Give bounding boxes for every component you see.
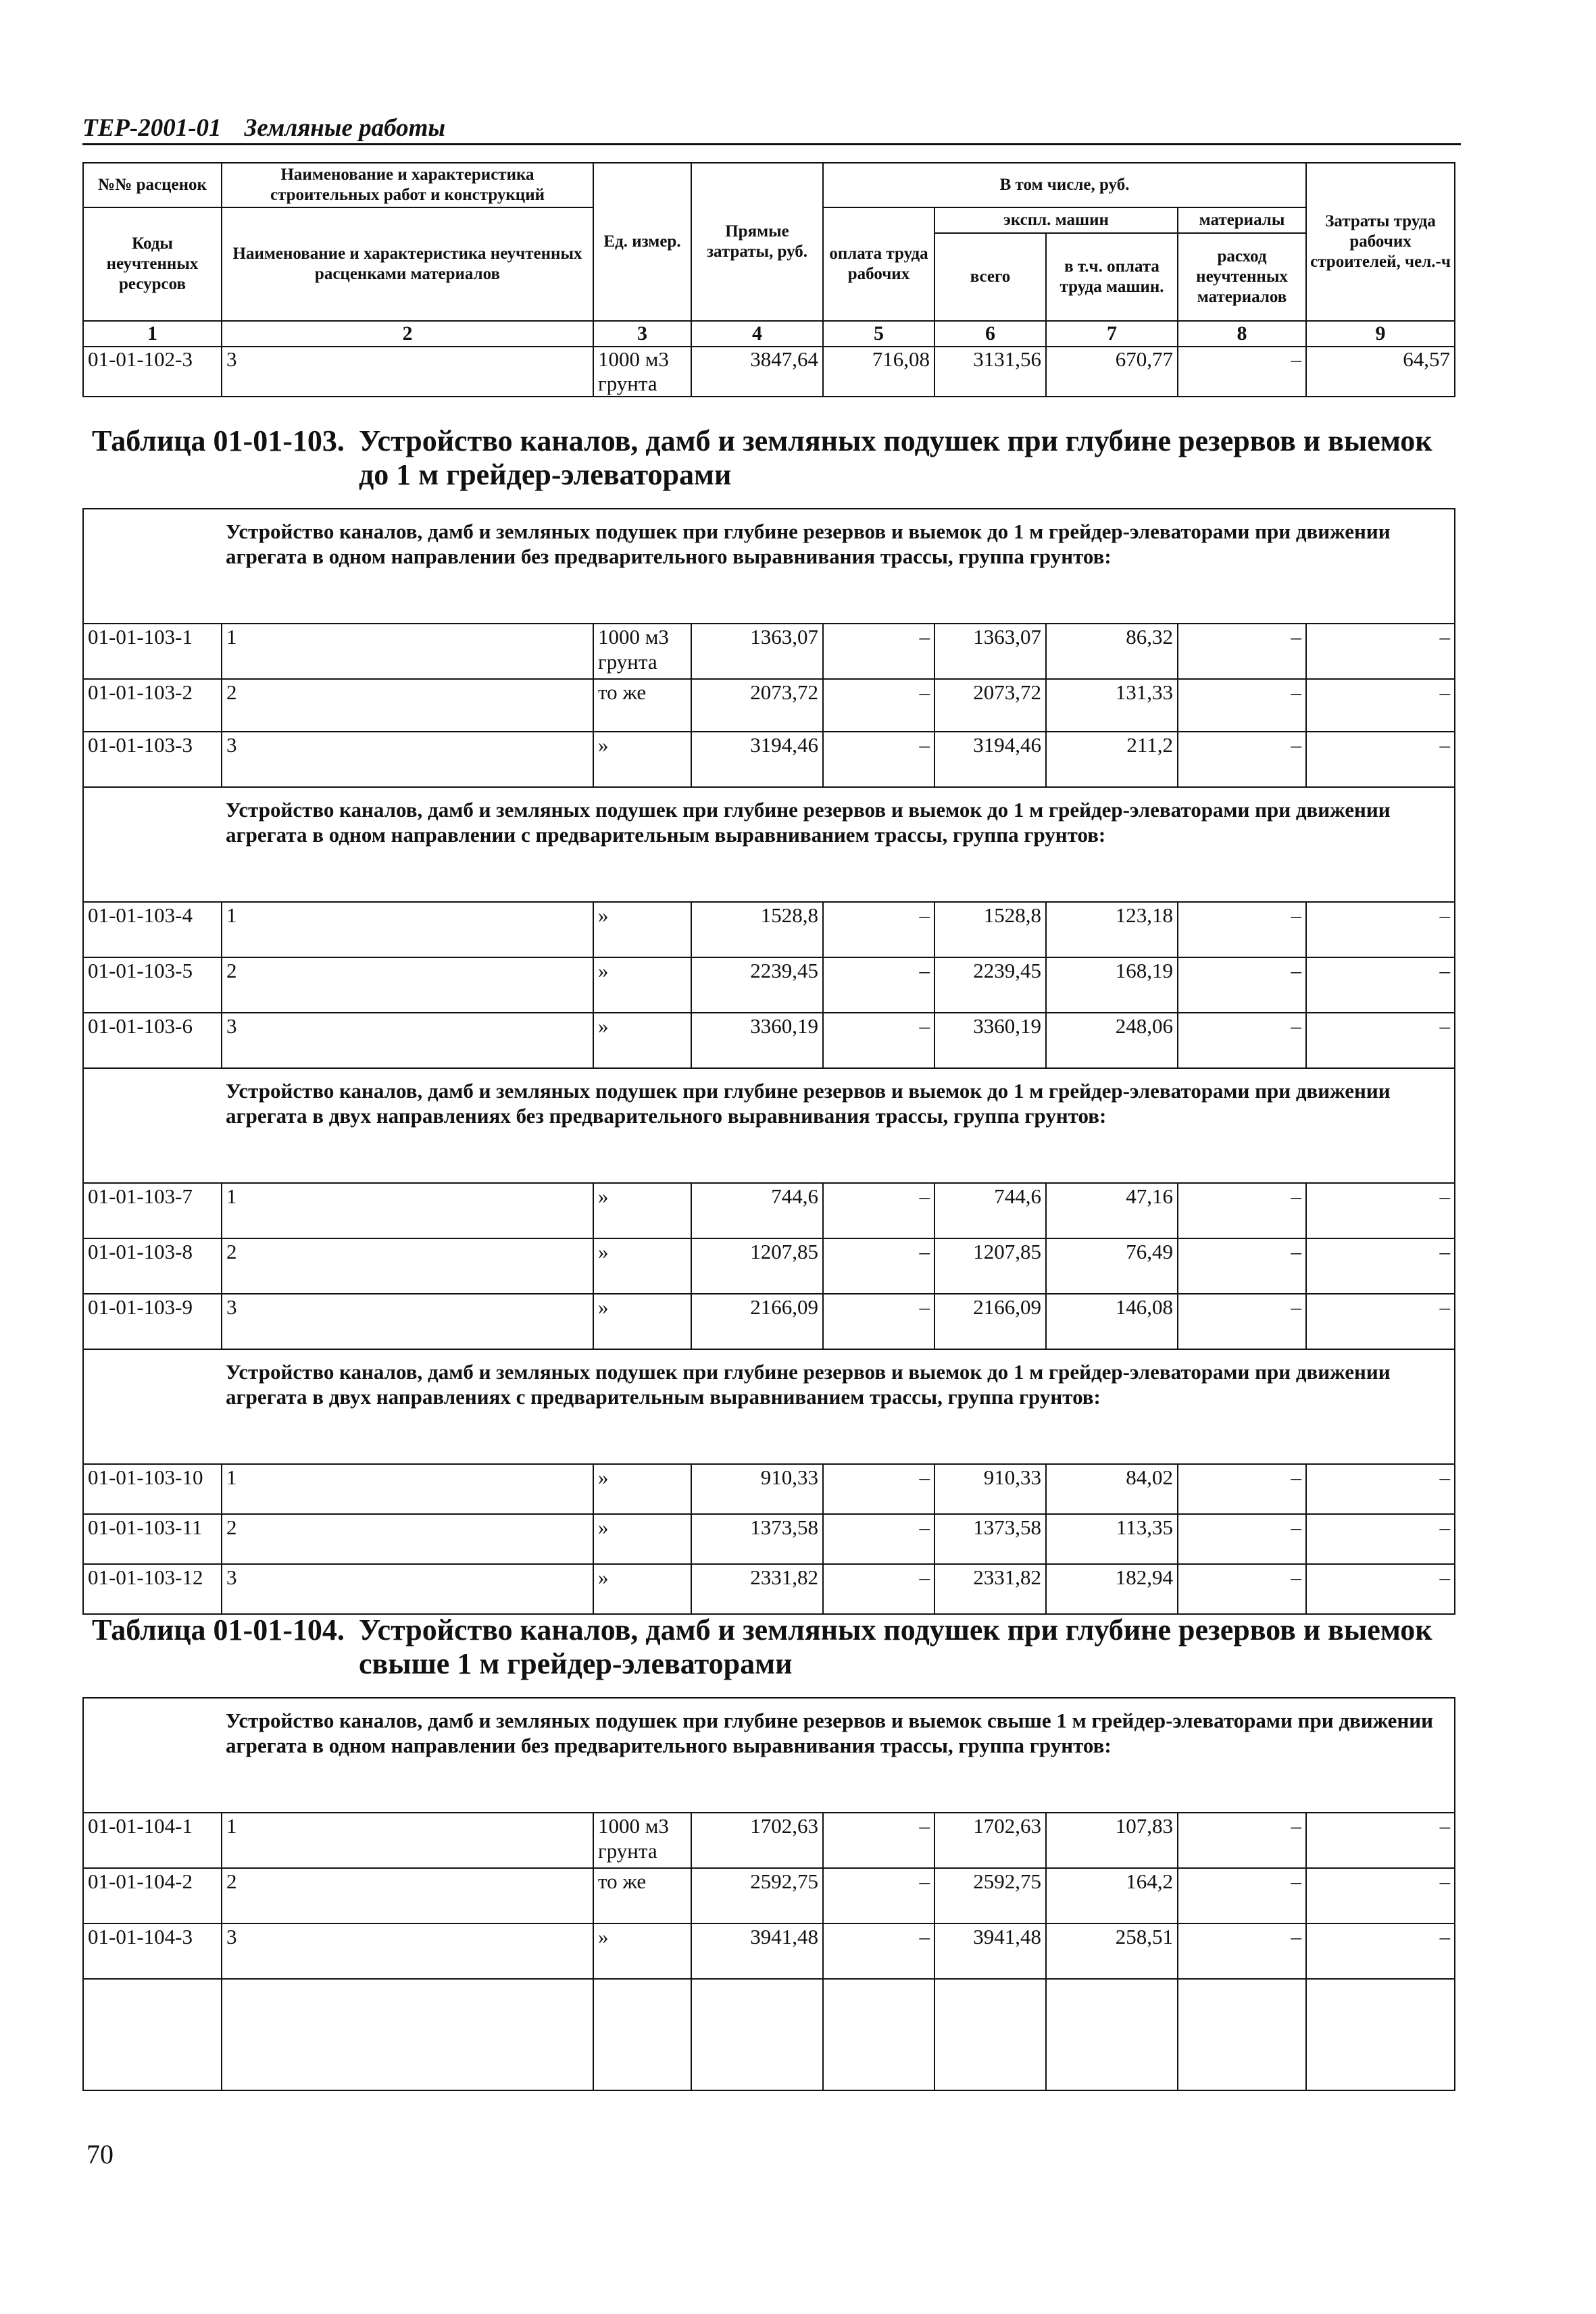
- machine-cost: 1207,85: [934, 1238, 1046, 1294]
- worker-pay: –: [823, 1514, 934, 1564]
- column-header-table: [82, 162, 1455, 397]
- direct-cost: 2239,45: [691, 957, 823, 1013]
- table-row: [83, 1013, 1455, 1068]
- worker-pay: 716,08: [823, 347, 934, 397]
- table-row: [83, 1294, 1455, 1349]
- rate-unit: 1000 м3 грунта: [593, 1813, 691, 1868]
- empty-cell: [1178, 1979, 1306, 2090]
- table-104-title-line1: Устройство каналов, дамб и земляных подушек при глубине резервов и выемок: [359, 1613, 1432, 1646]
- machinist-pay: 123,18: [1046, 902, 1178, 957]
- machine-cost: 2073,72: [934, 679, 1046, 732]
- direct-cost: 2592,75: [691, 1868, 823, 1923]
- header-rule: [82, 143, 1461, 145]
- column-numbers-row: [83, 321, 1455, 347]
- running-head: [82, 114, 1461, 143]
- machine-cost: 1528,8: [934, 902, 1046, 957]
- rate-code: 01-01-103-2: [83, 679, 222, 732]
- machinist-pay: 258,51: [1046, 1923, 1178, 1979]
- table-104-title: [92, 1613, 1457, 1681]
- table-row: [83, 624, 1455, 679]
- machinist-pay: 182,94: [1046, 1564, 1178, 1614]
- worker-pay: –: [823, 1294, 934, 1349]
- table-row: [83, 957, 1455, 1013]
- header-material-description: Наименование и характеристика неучтенных расценками материалов: [222, 207, 593, 321]
- header-machines-total: всего: [934, 233, 1046, 321]
- header-including: В том числе, руб.: [823, 163, 1306, 207]
- rate-name: 1: [222, 1183, 593, 1238]
- table-103-title: [92, 424, 1457, 492]
- rate-unit: »: [593, 1464, 691, 1514]
- material-cost: –: [1178, 1923, 1306, 1979]
- worker-pay: –: [823, 1923, 934, 1979]
- rate-unit: »: [593, 732, 691, 787]
- rate-name: 3: [222, 732, 593, 787]
- labor-hours: –: [1306, 624, 1455, 679]
- rate-code: 01-01-103-1: [83, 624, 222, 679]
- section-header-row: [83, 1068, 1455, 1183]
- header-machine-operation: экспл. машин: [934, 207, 1178, 233]
- direct-cost: 3360,19: [691, 1013, 823, 1068]
- rate-name: 3: [222, 347, 593, 397]
- material-cost: –: [1178, 1514, 1306, 1564]
- direct-cost: 1207,85: [691, 1238, 823, 1294]
- table-103-label: Таблица 01-01-103.: [92, 424, 345, 457]
- section-header-row: [83, 1349, 1455, 1464]
- labor-hours: –: [1306, 1813, 1455, 1868]
- section-header-row: [83, 1698, 1455, 1813]
- machinist-pay: 248,06: [1046, 1013, 1178, 1068]
- rate-name: 3: [222, 1294, 593, 1349]
- material-cost: –: [1178, 902, 1306, 957]
- table-row: [83, 1868, 1455, 1923]
- machinist-pay: 168,19: [1046, 957, 1178, 1013]
- rate-unit: »: [593, 902, 691, 957]
- direct-cost: 1373,58: [691, 1514, 823, 1564]
- header-labor-hours: Затраты труда рабочих строителей, чел.-ч: [1306, 163, 1455, 321]
- machine-cost: 3941,48: [934, 1923, 1046, 1979]
- rate-unit: »: [593, 1294, 691, 1349]
- machine-cost: 3194,46: [934, 732, 1046, 787]
- table-row: [83, 679, 1455, 732]
- table-row: [83, 347, 1455, 397]
- empty-cell: [1046, 1979, 1178, 2090]
- header-unit: Ед. измер.: [593, 163, 691, 321]
- column-number: 4: [691, 321, 823, 347]
- rate-name: 1: [222, 624, 593, 679]
- rate-name: 2: [222, 1514, 593, 1564]
- machinist-pay: 84,02: [1046, 1464, 1178, 1514]
- machine-cost: 2592,75: [934, 1868, 1046, 1923]
- table-row: [83, 1923, 1455, 1979]
- material-cost: –: [1178, 1564, 1306, 1614]
- material-cost: –: [1178, 957, 1306, 1013]
- section-description: Устройство каналов, дамб и земляных подушек при глубине резервов и выемок до 1 м грейдер-элеваторами при движении агрегата в одном направлении с предварительным выравниванием трассы, группа грунтов:: [83, 787, 1455, 902]
- machinist-pay: 47,16: [1046, 1183, 1178, 1238]
- empty-cell: [222, 1979, 593, 2090]
- rate-unit: »: [593, 1183, 691, 1238]
- direct-cost: 910,33: [691, 1464, 823, 1514]
- empty-row: [83, 1979, 1455, 2090]
- rate-code: 01-01-103-12: [83, 1564, 222, 1614]
- worker-pay: –: [823, 1868, 934, 1923]
- rate-unit: »: [593, 957, 691, 1013]
- rate-name: 3: [222, 1564, 593, 1614]
- direct-cost: 2073,72: [691, 679, 823, 732]
- rate-unit: то же: [593, 1868, 691, 1923]
- rate-unit: 1000 м3 грунта: [593, 624, 691, 679]
- table-row: [83, 1183, 1455, 1238]
- section-description: Устройство каналов, дамб и земляных подушек при глубине резервов и выемок до 1 м грейдер-элеваторами при движении агрегата в двух направлениях с предварительным выравниванием трассы, группа грунтов:: [83, 1349, 1455, 1464]
- direct-cost: 744,6: [691, 1183, 823, 1238]
- table-row: [83, 732, 1455, 787]
- rate-unit: »: [593, 1013, 691, 1068]
- labor-hours: –: [1306, 1183, 1455, 1238]
- rate-code: 01-01-104-2: [83, 1868, 222, 1923]
- direct-cost: 1363,07: [691, 624, 823, 679]
- table-row: [83, 902, 1455, 957]
- rate-code: 01-01-103-11: [83, 1514, 222, 1564]
- machinist-pay: 113,35: [1046, 1514, 1178, 1564]
- header-materials: материалы: [1178, 207, 1306, 233]
- machinist-pay: 86,32: [1046, 624, 1178, 679]
- rate-name: 2: [222, 679, 593, 732]
- machine-cost: 2331,82: [934, 1564, 1046, 1614]
- labor-hours: –: [1306, 1464, 1455, 1514]
- section-header-row: [83, 509, 1455, 624]
- table-row: [83, 1238, 1455, 1294]
- material-cost: –: [1178, 1464, 1306, 1514]
- column-number: 7: [1046, 321, 1178, 347]
- column-number: 1: [83, 321, 222, 347]
- header-worker-pay: оплата труда рабочих: [823, 207, 934, 321]
- rate-unit: »: [593, 1923, 691, 1979]
- table-row: [83, 1813, 1455, 1868]
- labor-hours: –: [1306, 1294, 1455, 1349]
- rate-name: 1: [222, 1464, 593, 1514]
- worker-pay: –: [823, 1564, 934, 1614]
- machine-cost: 3360,19: [934, 1013, 1046, 1068]
- page-number: 70: [86, 2139, 114, 2169]
- material-cost: –: [1178, 679, 1306, 732]
- machine-cost: 1373,58: [934, 1514, 1046, 1564]
- machine-cost: 910,33: [934, 1464, 1046, 1514]
- labor-hours: 64,57: [1306, 347, 1455, 397]
- worker-pay: –: [823, 1464, 934, 1514]
- machinist-pay: 164,2: [1046, 1868, 1178, 1923]
- material-cost: –: [1178, 347, 1306, 397]
- direct-cost: 2331,82: [691, 1564, 823, 1614]
- table-row: [83, 1514, 1455, 1564]
- rate-unit: 1000 м3 грунта: [593, 347, 691, 397]
- rate-unit: »: [593, 1564, 691, 1614]
- column-number: 9: [1306, 321, 1455, 347]
- material-cost: –: [1178, 624, 1306, 679]
- section-description: Устройство каналов, дамб и земляных подушек при глубине резервов и выемок до 1 м грейдер-элеваторами при движении агрегата в одном направлении без предварительного выравнивания трассы, группа грунтов:: [83, 509, 1455, 624]
- worker-pay: –: [823, 1813, 934, 1868]
- labor-hours: –: [1306, 902, 1455, 957]
- section-header-row: [83, 787, 1455, 902]
- section-description: Устройство каналов, дамб и земляных подушек при глубине резервов и выемок до 1 м грейдер-элеваторами при движении агрегата в двух направлениях без предварительного выравнивания трассы, группа грунтов:: [83, 1068, 1455, 1183]
- column-number: 8: [1178, 321, 1306, 347]
- rate-name: 1: [222, 1813, 593, 1868]
- section-name: Земляные работы: [244, 114, 446, 142]
- machinist-pay: 146,08: [1046, 1294, 1178, 1349]
- rate-code: 01-01-103-7: [83, 1183, 222, 1238]
- rate-name: 2: [222, 957, 593, 1013]
- direct-cost: 3941,48: [691, 1923, 823, 1979]
- machine-cost: 2166,09: [934, 1294, 1046, 1349]
- header-resource-codes: Коды неучтенных ресурсов: [83, 207, 222, 321]
- empty-cell: [83, 1979, 222, 2090]
- column-number: 3: [593, 321, 691, 347]
- machinist-pay: 107,83: [1046, 1813, 1178, 1868]
- machinist-pay: 76,49: [1046, 1238, 1178, 1294]
- section-description: Устройство каналов, дамб и земляных подушек при глубине резервов и выемок свыше 1 м грейдер-элеваторами при движении агрегата в одном направлении без предварительного выравнивания трассы, группа грунтов:: [83, 1698, 1455, 1813]
- labor-hours: –: [1306, 679, 1455, 732]
- rate-unit: »: [593, 1238, 691, 1294]
- worker-pay: –: [823, 679, 934, 732]
- labor-hours: –: [1306, 1238, 1455, 1294]
- labor-hours: –: [1306, 1564, 1455, 1614]
- rate-name: 1: [222, 902, 593, 957]
- empty-cell: [1306, 1979, 1455, 2090]
- machinist-pay: 670,77: [1046, 347, 1178, 397]
- material-cost: –: [1178, 1013, 1306, 1068]
- rate-name: 3: [222, 1923, 593, 1979]
- machinist-pay: 131,33: [1046, 679, 1178, 732]
- empty-cell: [934, 1979, 1046, 2090]
- worker-pay: –: [823, 1238, 934, 1294]
- material-cost: –: [1178, 1238, 1306, 1294]
- table-103-title-line2: до 1 м грейдер-элеваторами: [359, 458, 732, 491]
- column-number: 6: [934, 321, 1046, 347]
- material-cost: –: [1178, 1183, 1306, 1238]
- table-103-title-line1: Устройство каналов, дамб и земляных подушек при глубине резервов и выемок: [359, 424, 1432, 457]
- worker-pay: –: [823, 902, 934, 957]
- header-direct-costs: Прямые затраты, руб.: [691, 163, 823, 321]
- labor-hours: –: [1306, 1514, 1455, 1564]
- worker-pay: –: [823, 732, 934, 787]
- direct-cost: 1528,8: [691, 902, 823, 957]
- labor-hours: –: [1306, 1923, 1455, 1979]
- rate-code: 01-01-104-3: [83, 1923, 222, 1979]
- labor-hours: –: [1306, 957, 1455, 1013]
- rate-code: 01-01-103-9: [83, 1294, 222, 1349]
- header-machinist-pay: в т.ч. оплата труда машин.: [1046, 233, 1178, 321]
- table-104-title-line2: свыше 1 м грейдер-элеваторами: [359, 1647, 793, 1680]
- direct-cost: 3194,46: [691, 732, 823, 787]
- direct-cost: 2166,09: [691, 1294, 823, 1349]
- document-code: ТЕР-2001-01: [82, 114, 222, 142]
- column-number: 5: [823, 321, 934, 347]
- rate-code: 01-01-104-1: [83, 1813, 222, 1868]
- column-number: 2: [222, 321, 593, 347]
- rate-code: 01-01-103-6: [83, 1013, 222, 1068]
- machine-cost: 1363,07: [934, 624, 1046, 679]
- rate-code: 01-01-103-3: [83, 732, 222, 787]
- material-cost: –: [1178, 1294, 1306, 1349]
- rate-code: 01-01-102-3: [83, 347, 222, 397]
- rate-code: 01-01-103-10: [83, 1464, 222, 1514]
- labor-hours: –: [1306, 1868, 1455, 1923]
- table-row: [83, 1464, 1455, 1514]
- rate-name: 2: [222, 1238, 593, 1294]
- machinist-pay: 211,2: [1046, 732, 1178, 787]
- machine-cost: 744,6: [934, 1183, 1046, 1238]
- worker-pay: –: [823, 1183, 934, 1238]
- material-cost: –: [1178, 732, 1306, 787]
- machine-cost: 1702,63: [934, 1813, 1046, 1868]
- rate-code: 01-01-103-4: [83, 902, 222, 957]
- empty-cell: [823, 1979, 934, 2090]
- empty-cell: [593, 1979, 691, 2090]
- material-cost: –: [1178, 1868, 1306, 1923]
- worker-pay: –: [823, 1013, 934, 1068]
- labor-hours: –: [1306, 1013, 1455, 1068]
- table-103: [82, 508, 1455, 1615]
- table-row: [83, 1564, 1455, 1614]
- rate-code: 01-01-103-5: [83, 957, 222, 1013]
- material-cost: –: [1178, 1813, 1306, 1868]
- worker-pay: –: [823, 624, 934, 679]
- worker-pay: –: [823, 957, 934, 1013]
- rate-code: 01-01-103-8: [83, 1238, 222, 1294]
- rate-unit: »: [593, 1514, 691, 1564]
- header-rate-number: №№ расценок: [83, 163, 222, 207]
- machine-cost: 2239,45: [934, 957, 1046, 1013]
- header-work-description: Наименование и характеристика строительных работ и конструкций: [222, 163, 593, 207]
- rate-name: 3: [222, 1013, 593, 1068]
- direct-cost: 3847,64: [691, 347, 823, 397]
- machine-cost: 3131,56: [934, 347, 1046, 397]
- rate-name: 2: [222, 1868, 593, 1923]
- rate-unit: то же: [593, 679, 691, 732]
- table-104-label: Таблица 01-01-104.: [92, 1613, 345, 1646]
- table-104: [82, 1697, 1455, 2091]
- direct-cost: 1702,63: [691, 1813, 823, 1868]
- empty-cell: [691, 1979, 823, 2090]
- header-material-consumption: расход неучтенных материалов: [1178, 233, 1306, 321]
- labor-hours: –: [1306, 732, 1455, 787]
